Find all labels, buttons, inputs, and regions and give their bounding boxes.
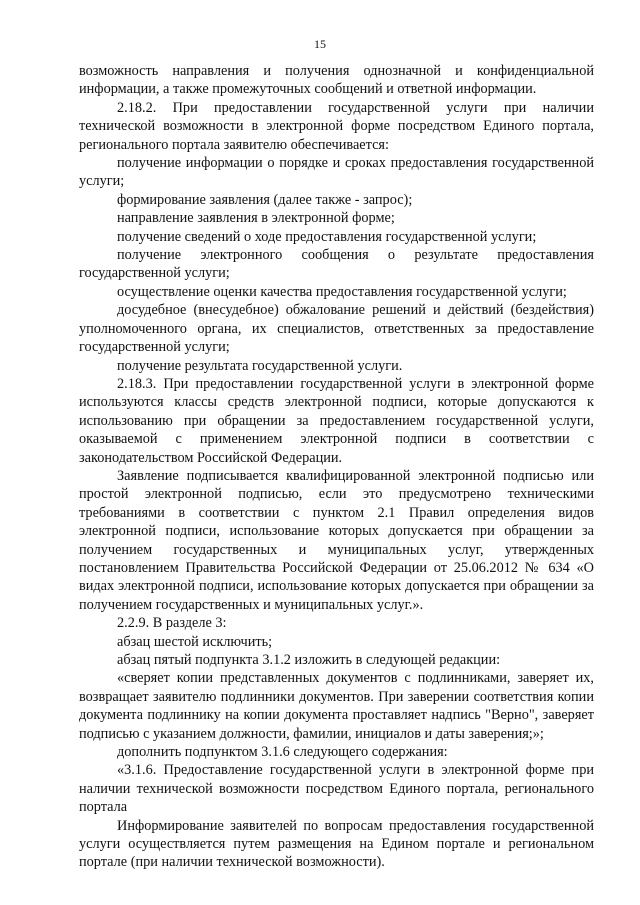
paragraph-2-18-3: 2.18.3. При предоставлении государственной услуги в электронной форме используются классы средств электронной подписи, которые допускаются к использованию при обращении за предоставлением государственной услуги, оказываемой с применением электронной подписи в соответствии с законодательством Российской Федерации. [79,375,594,466]
list-item-quality: осуществление оценки качества предоставления государственной услуги; [117,283,567,300]
list-item-appeal: досудебное (внесудебное) обжалование решений и действий (бездействия) уполномоченного органа, их специалистов, ответственных за предоставление государственной услуги; [79,302,594,356]
paragraph-2-18-2: 2.18.2. При предоставлении государственной услуги при наличии технической возможности в электронной форме посредством Единого портала, регионального портала заявителю обеспечивается: [79,99,594,153]
page-number: 15 [314,37,326,51]
paragraph-exclude: абзац шестой исключить; [117,633,273,650]
list-item-info: получение информации о порядке и сроках предоставления государственной услуги; [79,155,594,190]
document-body [79,62,594,872]
paragraph-2-2-9: 2.2.9. В разделе 3: [117,615,227,632]
list-item-form: формирование заявления (далее также - запрос); [117,191,413,208]
list-item-message: получение электронного сообщения о результате предоставления государственной услуги; [79,247,594,282]
paragraph-add: дополнить подпунктом 3.1.6 следующего содержания: [117,744,448,761]
paragraph-3-1-6: «3.1.6. Предоставление государственной услуги в электронной форме при наличии технической возможности посредством Единого портала, регионального портала [79,762,594,816]
list-item-status: получение сведений о ходе предоставления государственной услуги; [117,228,537,245]
list-item-result: получение результата государственной услуги. [117,357,403,374]
list-item-send: направление заявления в электронной форме; [117,210,395,227]
paragraph-informing: Информирование заявителей по вопросам предоставления государственной услуги осуществляется путем размещения на Едином портале и региональном портале (при наличии технической возможности). [79,817,594,871]
paragraph-quote-verify: «сверяет копии представленных документов с подлинниками, заверяет их, возвращает заявителю подлинники документов. При заверении соответствия копии документа подлиннику на копии документа проставляет надпись "Верно", заверяет подписью с указанием должности, фамилии, инициалов и даты заверения;»; [79,670,594,742]
paragraph-amend: абзац пятый подпункта 3.1.2 изложить в следующей редакции: [117,652,501,668]
paragraph-signature: Заявление подписывается квалифицированной электронной подписью или простой электронной подписью, если это предусмотрено техническими требованиями в соответствии с пунктом 2.1 Правил определения видов электронной подписи, использование которых допускается при обращении за получением государственных и муниципальных услуг, утвержденных постановлением Правительства Российской Федерации от 25.06.2012 № 634 «О видах электронной подписи, использование которых допускается при обращении за получением государственных и муниципальных услуг.». [79,467,594,613]
paragraph-continuation: возможность направления и получения однозначной и конфиденциальной информации, а также промежуточных сообщений и ответной информации. [79,63,594,98]
